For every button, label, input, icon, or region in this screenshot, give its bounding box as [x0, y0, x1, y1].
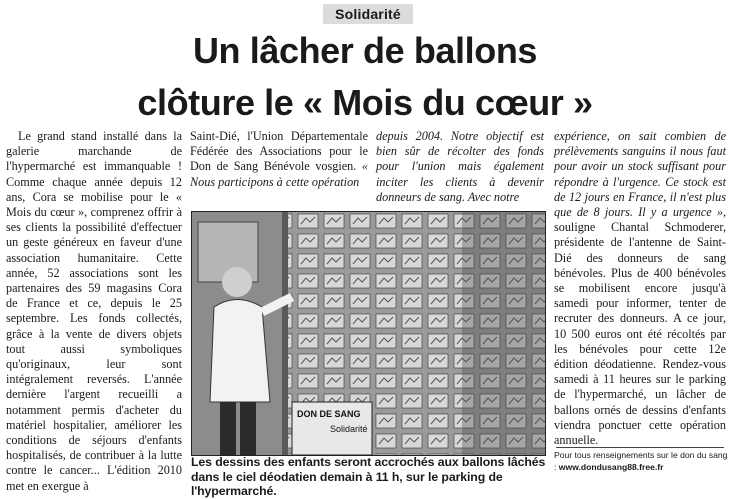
article-column-4: [554, 129, 726, 448]
photo-illustration: [192, 212, 545, 455]
column-2-text: [190, 129, 368, 190]
info-note-text: Pour tous renseignements sur le don du sang :: [554, 450, 728, 472]
info-note: [554, 450, 730, 473]
column-4-text: [554, 129, 726, 448]
divider: [556, 447, 724, 448]
headline-line-2: clôture le « Mois du cœur »: [137, 82, 593, 123]
poster-text-1: DON DE SANG: [297, 409, 361, 419]
photo-caption: Les dessins des enfants seront accrochés aux ballons lâchés dans le ciel déodatien demain à 11 h, sur le parking de l'hypermarché.: [191, 455, 546, 498]
article-column-2: [190, 129, 368, 190]
headline-line-1: Un lâcher de ballons: [192, 30, 538, 71]
article-photo: [191, 211, 546, 456]
info-note-url: www.dondusang88.free.fr: [558, 461, 664, 472]
article-column-3: [376, 129, 544, 205]
column-2-roman: Saint-Dié, l'Union Départementale Fédérée des Associations pour le Don de Sang Bénévole vosgien.: [190, 129, 368, 174]
column-4-roman: , souligne Chantal Schmoderer, présidente de l'antenne de Saint-Dié des donneurs de sang bénévoles. Plus de 400 bénévoles se mobilisent encore jusqu'à samedi pour informer, tenter de recruter des donneurs. A ce jour, 10 500 euros ont été récoltés par les bénévoles pour cette 12e édition déodatienne. Rendez-vous samedi à 11 heures sur le parking de l'hypermarché, un lâcher de ballons ornés de dessins d'enfants viendra ponctuer cette opération annuelle.: [554, 205, 726, 448]
column-4-italic: expérience, on sait combien de prélèvements sanguins il nous faut pour avoir un stock suffisant pour répondre à l'urgence. Ce stock est de 12 jours en France, il n'est plus que de 8 jours. Il y a urgence »: [554, 129, 726, 220]
column-1-text: Le grand stand installé dans la galerie marchande de l'hypermarché est immanquable ! Comme chaque année depuis 12 ans, Cora se mobilise pour le « Mois du cœur », comprenez offrir à ses clients la possibilité d'effectuer un geste généreux en faveur d'une association humanitaire. Cette année, 52 associations sont les partenaires des 59 magasins Cora de France et ce, depuis le 25 septembre. Les fonds collectés, grâce à la vente de divers objets tout aussi symboliques qu'originaux, leur sont intégralement reversés. L'année dernière l'argent recueilli a notamment permis d'acheter du matériel hospitalier, améliorer les conditions de séjours d'enfants hospitalisés, de contribuer à la lutte contre le cancer... L'édition 2010 met en exergue à: [6, 129, 182, 493]
article-column-1: [6, 129, 182, 494]
poster-text-2: Solidarité: [330, 424, 368, 434]
column-3-text: depuis 2004. Notre objectif est bien sûr de récolter des fonds pour l'union mais également inciter les clients à devenir donneurs de sang. Avec notre: [376, 129, 544, 204]
column-2-italic: « Nous participons à cette opération: [190, 159, 368, 189]
section-rubric: Solidarité: [323, 4, 413, 24]
